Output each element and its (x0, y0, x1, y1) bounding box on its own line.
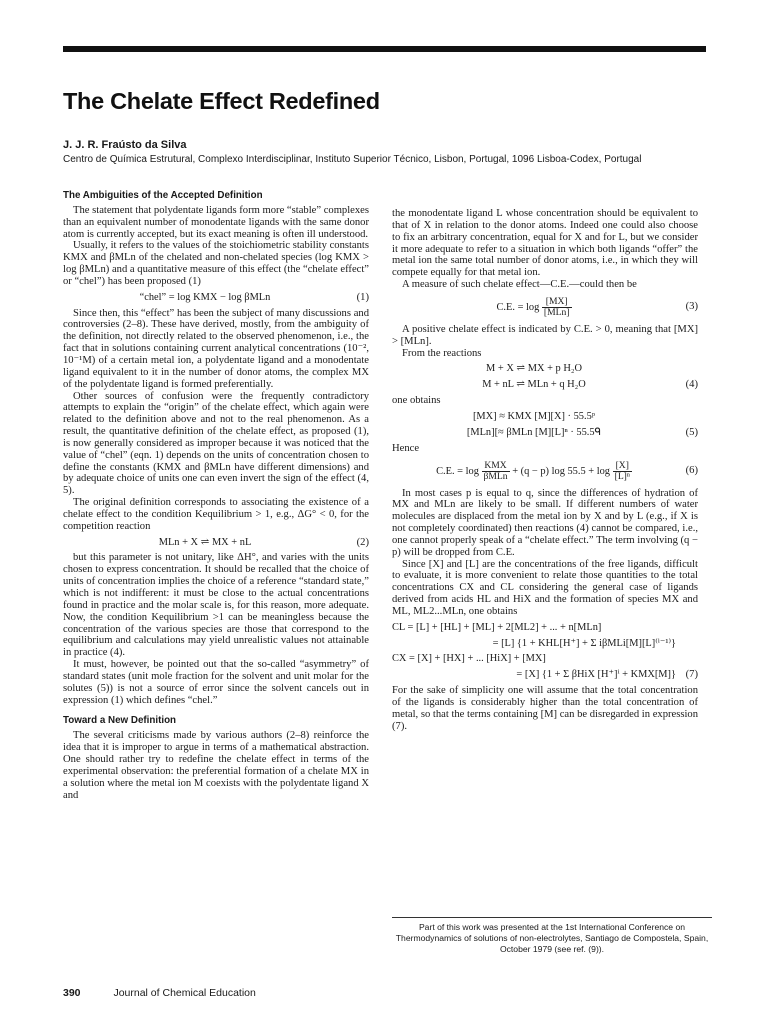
footnote: Part of this work was presented at the 1st International Conference on Thermodynamics of solutions of non-electrolytes, Santiago de Compostela, Spain, October 1979 (see ref. (9)). (392, 917, 712, 955)
paragraph: one obtains (392, 395, 441, 407)
equation-2: MLn + X ⇌ MX + nL (2) (158, 536, 369, 548)
article-title: The Chelate Effect Redefined (63, 88, 380, 114)
equation-3: C.E. = log $\frac{[MX]}{\text{[MLn]}}$ (3) (496, 295, 698, 318)
right-column (392, 208, 698, 733)
equation-7c: CX = [X] + [HX] + ... [HiX] + [MX] (392, 653, 546, 665)
paragraph: For the sake of simplicity one will assume that the total concentration of the ligands is considerably higher than the total concentration of metal, so that the terms containing [M] can be disregarded in expression (7). (392, 685, 698, 732)
left-column (63, 190, 369, 801)
top-rule (63, 46, 706, 52)
paragraph: Since [X] and [L] are the concentrations of the free ligands, difficult to evaluate, it is more convenient to relate those quantities to the total concentrations CX and CL considering the general case of ligands derived from acids HL and HiX and the formation of species MX and ML, ML2...MLn, one obtains (392, 558, 698, 617)
paragraph: The original definition corresponds to associating the existence of a chelate effect to the condition Kequilibrium > 1, e.g., ΔG° < 0, for the competition reaction (63, 497, 369, 532)
paragraph: the monodentate ligand L whose concentration should be equivalent to that of X in relation to the donor atoms. Indeed one could also choose to fix an arbitrary concentration, equal for X and for L, but we consider it more adequate to refer to a situation in which both ligands “offer” the metal ion the same total number of donor atoms, i.e., in which they will compete equally for that metal ion. (392, 208, 698, 279)
equation-7a: CL = [L] + [HL] + [ML] + 2[ML2] + ... + n[MLn] (392, 621, 602, 633)
paragraph: From the reactions (402, 347, 482, 359)
page-number: 390 (63, 987, 81, 999)
equation-7d: = [X] {1 + Σ βHiX [H⁺]ⁱ + KMX[M]} (7) (516, 669, 698, 681)
equation-6: C.E. = log $\frac{\text{KMX}}{\text{βMLn}}$ + (q − p) log 55.5 + log $\frac{[X]}{\text{[L]ⁿ}}$ (6) (436, 459, 698, 482)
journal-name: Journal of Chemical Education (113, 987, 256, 999)
equation-4a: M + X ⇌ MX + p H₂O (486, 363, 582, 375)
paragraph: but this parameter is not unitary, like ΔH°, and varies with the units chosen to express concentration. It should be recalled that the choice of units of concentration implies the choice of a reference “standard state,” which is not indifferent: it must be close to the actual concentrations found in practice and the molar scale is, for this reason, more adequate. Now, the condition Kequilibrium >1 can be meaningless because the concentration of the various species are those that correspond to the equilibrium and calculations may yield unrealistic values not attainable in practice (4). (63, 552, 369, 659)
paragraph: In most cases p is equal to q, since the differences of hydration of MX and MLn are likely to be small. If different numbers of water molecules are displaced from the metal ion by X and by L (e.g., if X is not completely coordinated) then reactions (4) cannot be compared, i.e., one cannot properly speak of a “chelate effect.” The term involving (q − p) will be dropped from C.E. (392, 487, 698, 558)
paragraph: A positive chelate effect is indicated by C.E. > 0, meaning that [MX] > [MLn]. (392, 323, 698, 347)
section-heading: Toward a New Definition (63, 715, 177, 727)
paragraph: It must, however, be pointed out that the so-called “asymmetry” of standard states (unit mole fraction for the solvent and unit molar for the solutes (5)) is not a source of error since the solvent cancels out in expression (1) which defines “chel.” (63, 659, 369, 706)
paragraph: Since then, this “effect” has been the subject of many discussions and controversies (2–8). These have derived, mostly, from the ambiguity of the definition, not directly related to the observed phenomenon, i.e., the fact that in solutions containing current analytical concentrations (10⁻², 10⁻¹M) of a certain metal ion, a polydentate ligand and a monodentate ligand equivalent to it in the number of donor atoms, the complex MX of the polydentate ligand is formed preferentially. (63, 307, 369, 390)
paragraph: The several criticisms made by various authors (2–8) reinforce the idea that it is improper to argue in terms of a mathematical abstraction. One should rather try to redefine the chelate effect in terms of the experimental observation: the preferential formation of a chelate MX in a solution where the metal ion M coexists with the polydentate ligand X and (63, 730, 369, 801)
equation-5a: [MX] ≈ KMX [M][X] · 55.5ᵖ (472, 410, 596, 422)
equation-1: “chel” = log KMX − log βMLn (1) (139, 291, 369, 303)
equation-4b: M + nL ⇌ MLn + q H₂O (4) (482, 379, 698, 391)
equation-7b: = [L] {1 + KHL[H⁺] + Σ iβMLi[M][L]⁽ⁱ⁻¹⁾} (492, 637, 676, 649)
paragraph: Usually, it refers to the values of the stoichiometric stability constants KMX and βMLn of the chelated and non-chelated species (log KMX > log βMLn) and a quantitative measure of this effect (the “chelate effect” or “chel”) has been proposed (1) (63, 240, 369, 287)
equation-5b: [MLn][≈ βMLn [M][L]ⁿ · 55.5ᑫ (5) (466, 426, 698, 438)
paragraph: A measure of such chelate effect—C.E.—could then be (402, 279, 637, 291)
paragraph: Other sources of confusion were the frequently contradictory attempts to explain the “origin” of the chelate effect, which again were related to the definition above and not to the real phenomenon. As a result, the quantitative definition of the chelate effect, as proposed (1), is now generally considered as improper because it was noticed that the value of “chel” (eqn. 1) depends on the units of concentration chosen to define the constants (KMX and βMLn have different dimensions) and by adequate choice of units one can even invert the sign of the effect (4, 5). (63, 390, 369, 497)
paragraph: The statement that polydentate ligands form more “stable” complexes than an equivalent number of monodentate ligands with the same donor atom is currently accepted, but its exact meaning is often ill understood. (63, 204, 369, 240)
affiliation: Centro de Química Estrutural, Complexo Interdisciplinar, Instituto Superior Técnico, Lisbon, Portugal, 1096 Lisboa-Codex, Portugal (63, 154, 642, 165)
section-heading: The Ambiguities of the Accepted Definition (63, 190, 263, 201)
author: J. J. R. Fraústo da Silva (63, 139, 187, 151)
paragraph: Hence (392, 442, 420, 454)
page-footer (63, 987, 256, 999)
